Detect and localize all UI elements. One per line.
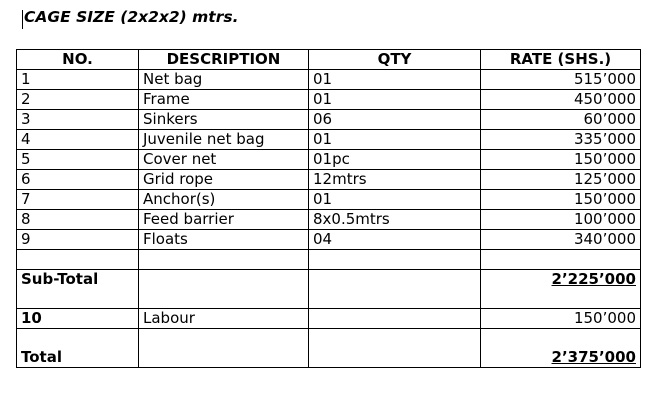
cell-rate: 340’000 [481,230,641,250]
cell-description: Floats [139,230,309,250]
cell-description: Anchor(s) [139,190,309,210]
cell-description: Grid rope [139,170,309,190]
blank-cell [309,250,481,270]
blank-cell [17,250,139,270]
cell-qty: 06 [309,110,481,130]
cell-rate: 100’000 [481,210,641,230]
table-header-row [17,50,641,70]
cell-description: Juvenile net bag [139,130,309,150]
cell-rate: 335’000 [481,130,641,150]
cell-qty: 01pc [309,150,481,170]
cell-rate: 515’000 [481,70,641,90]
cell-qty: 12mtrs [309,170,481,190]
blank-cell [139,329,309,368]
cell-no: 9 [17,230,139,250]
blank-cell [481,250,641,270]
table-row [17,90,641,110]
subtotal-rate: 2’225’000 [481,270,641,309]
labour-rate: 150’000 [481,309,641,329]
blank-row [17,250,641,270]
cell-no: 4 [17,130,139,150]
cell-qty: 01 [309,130,481,150]
cell-no: 3 [17,110,139,130]
subtotal-row [17,270,641,309]
cell-description: Feed barrier [139,210,309,230]
table-row [17,110,641,130]
labour-no: 10 [17,309,139,329]
cell-rate: 60’000 [481,110,641,130]
cell-description: Net bag [139,70,309,90]
total-label: Total [17,329,139,368]
cell-rate: 125’000 [481,170,641,190]
text-cursor [22,10,23,29]
cell-no: 1 [17,70,139,90]
subtotal-label: Sub-Total [17,270,139,309]
table-row [17,130,641,150]
table-row [17,170,641,190]
cell-no: 6 [17,170,139,190]
table-row [17,70,641,90]
labour-row [17,309,641,329]
cell-rate: 150’000 [481,190,641,210]
blank-cell [309,270,481,309]
cell-no: 8 [17,210,139,230]
cell-description: Frame [139,90,309,110]
blank-cell [309,329,481,368]
cell-rate: 150’000 [481,150,641,170]
blank-cell [309,309,481,329]
table-row [17,230,641,250]
cell-qty: 8x0.5mtrs [309,210,481,230]
cell-no: 2 [17,90,139,110]
cell-qty: 04 [309,230,481,250]
header-description: DESCRIPTION [139,50,309,70]
labour-description: Labour [139,309,309,329]
blank-cell [139,270,309,309]
table-row [17,190,641,210]
header-no: NO. [17,50,139,70]
table-row [17,210,641,230]
blank-cell [139,250,309,270]
cell-qty: 01 [309,90,481,110]
cell-no: 5 [17,150,139,170]
header-qty: QTY [309,50,481,70]
header-rate: RATE (SHS.) [481,50,641,70]
total-row [17,329,641,368]
total-rate: 2’375’000 [481,329,641,368]
cost-table [16,49,641,368]
table-row [17,150,641,170]
cell-description: Sinkers [139,110,309,130]
cell-no: 7 [17,190,139,210]
cell-rate: 450’000 [481,90,641,110]
cell-qty: 01 [309,190,481,210]
cell-qty: 01 [309,70,481,90]
page-heading: CAGE SIZE (2x2x2) mtrs. [24,8,239,26]
cell-description: Cover net [139,150,309,170]
